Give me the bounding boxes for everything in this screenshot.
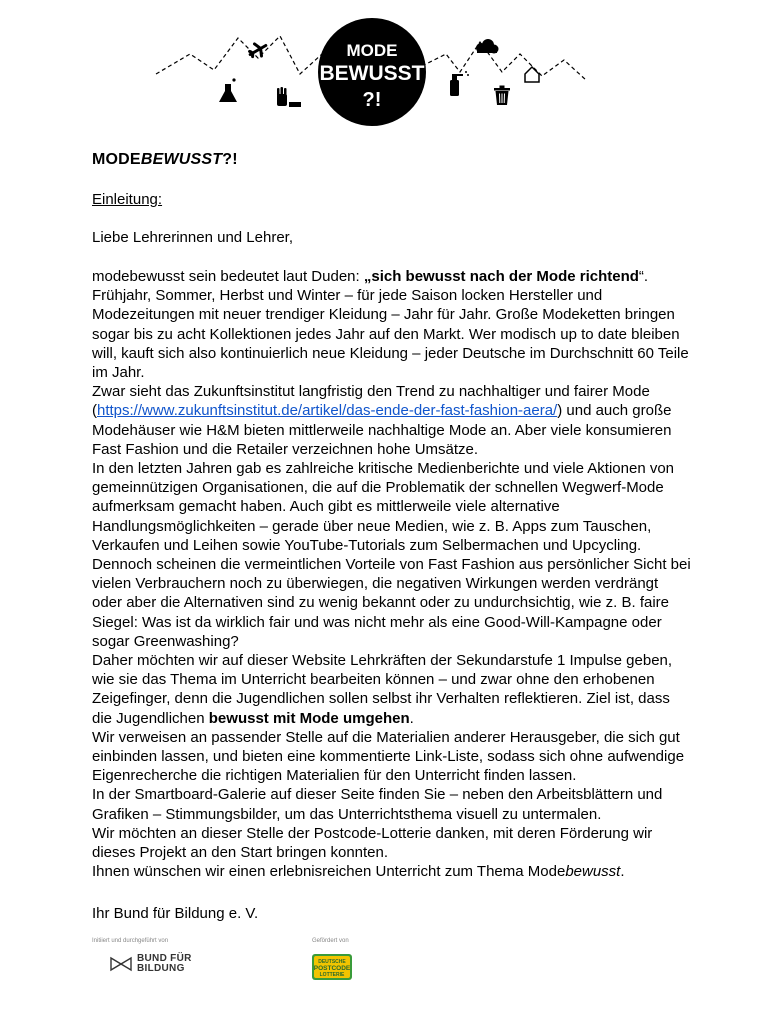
- house-icon: [525, 67, 539, 82]
- body-text: [92, 267, 692, 882]
- svg-text:LOTTERIE: LOTTERIE: [319, 972, 345, 978]
- svg-text:BEWUSST: BEWUSST: [319, 62, 425, 85]
- hand-icon: [277, 87, 301, 107]
- bund-fuer-bildung-logo: [110, 954, 192, 974]
- flask-icon: [219, 78, 237, 102]
- footer-initiated-label: Initiiert und durchgeführt von: [92, 938, 169, 944]
- paragraph-consumer-view: Dennoch scheinen die vermeintlichen Vorteile von Fast Fashion aus persönlicher Sicht bei vielen Verbrauchern noch zu überwiegen, die negativen Wirkungen werden verdrängt oder aber die Alternativen sind zu wenig bekannt oder zu undurchsichtig, wie z. B. faire Siegel: Was ist da wirklich fair und was nicht mehr als eine Good-Will-Kampagne oder sogar Greenwashing?: [92, 556, 691, 650]
- footer-funded-label: Gefördert von: [312, 938, 349, 944]
- paragraph-duden: modebewusst sein bedeutet laut Duden: „sich bewusst nach der Mode richtend“. Frühjahr, Sommer, Herbst und Winter – für jede Saison locken Hersteller und Modezeitungen mit neuer trendiger Kleidung – Jahr für Jahr. Große Modeketten bringen sogar bis zu acht Kollektionen jedes Jahr auf den Markt. Wer modisch up to date bleiben will, kauft sich also kontinuierlich neue Kleidung – jeder Deutsche im Durchschnitt 60 Teile im Jahr.: [92, 268, 689, 382]
- paragraph-media-reports: In den letzten Jahren gab es zahlreiche kritische Medienberichte und viele Aktionen von gemeinnützigen Organisationen, die auf die Problematik der schnellen Wegwerf-Mode aufmerksam gemacht haben. Auch gibt es mittlerweile viele alternative Handlungsmöglichkeiten – gerade über neue Medien, wie z. B. Apps zum Tauschen, Verkaufen und Leihen sowie YouTube-Tutorials zum Selbermachen und Upcycling.: [92, 460, 675, 554]
- header-illustration: [150, 14, 590, 130]
- trash-icon: [494, 86, 510, 106]
- svg-text:POSTCODE: POSTCODE: [313, 965, 351, 972]
- paragraph-smartboard: In der Smartboard-Galerie auf dieser Seite finden Sie – neben den Arbeitsblättern und Grafiken – Stimmungsbilder, um das Unterrichtsthema visuell zu untermalen.: [92, 786, 663, 823]
- svg-text:MODE: MODE: [346, 41, 398, 60]
- spray-bottle-icon: [450, 71, 469, 96]
- svg-text:DEUTSCHE: DEUTSCHE: [318, 959, 346, 965]
- bfb-line2: BILDUNG: [137, 963, 185, 974]
- intro-heading: Einleitung:: [92, 191, 163, 208]
- paragraph-zukunftsinstitut: Zwar sieht das Zukunftsinstitut langfristig den Trend zu nachhaltiger und fairer Mode (https://www.zukunftsinstitut.de/artikel/das-ende-der-fast-fashion-aera/) und auch große Modehäuser wie H&M bieten mittlerweile nachhaltige Mode an. Aber viele konsumieren Fast Fashion und die Retailer verzeichnen hohe Umsätze.: [92, 383, 672, 458]
- paragraph-thanks: Wir möchten an dieser Stelle der Postcode-Lotterie danken, mit deren Förderung wir dieses Projekt an den Start bringen konnten.: [92, 824, 653, 862]
- bfb-emblem-icon: [110, 955, 132, 973]
- dashed-zigzag-line-right: [422, 42, 586, 80]
- signature: Ihr Bund für Bildung e. V.: [92, 905, 259, 922]
- postcode-lotterie-logo: [310, 952, 354, 982]
- cloud-icon: [476, 39, 499, 54]
- paragraph-closing: Ihnen wünschen wir einen erlebnisreichen Unterricht zum Thema Modebewusst.: [92, 863, 625, 881]
- modebewusst-logo: [318, 18, 426, 126]
- paragraph-materials: Wir verweisen an passender Stelle auf die Materialien anderer Herausgeber, die sich gut einbinden lassen, und bieten eine kommentierte Link-Liste, sodass sich ohne aufwendige Eigenrecherche die richtigen Materialien für den Unterricht finden lassen.: [92, 728, 685, 785]
- zukunftsinstitut-link[interactable]: https://www.zukunftsinstitut.de/artikel/das-ende-der-fast-fashion-aera/: [97, 402, 558, 420]
- salutation: Liebe Lehrerinnen und Lehrer,: [92, 229, 293, 246]
- svg-text:?!: ?!: [362, 89, 382, 111]
- dashed-zigzag-line: [156, 36, 336, 74]
- bfb-line1: BUND FÜR: [137, 953, 192, 964]
- paragraph-website-goal: Daher möchten wir auf dieser Website Lehrkräften der Sekundarstufe 1 Impulse geben, wie sie das Thema im Unterricht bearbeiten können – und zwar ohne den erhobenen Zeigefinger, denn die Jugendlichen sollen selbst ihr Verhalten reflektieren. Ziel ist, dass die Jugendlichen bewusst mit Mode umgehen.: [92, 652, 673, 727]
- document-title: MODEBEWUSST?!: [92, 151, 238, 168]
